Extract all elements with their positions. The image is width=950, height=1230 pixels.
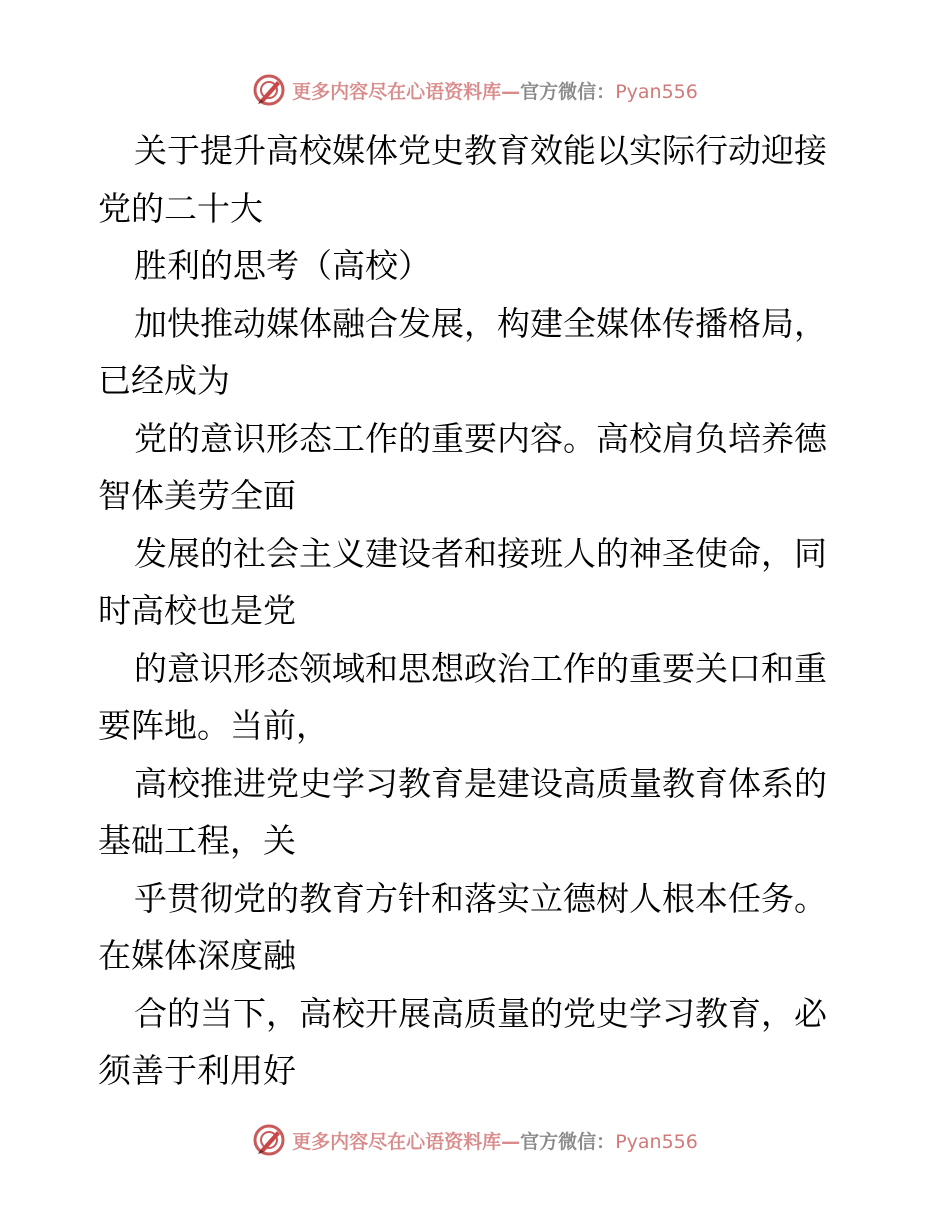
- wechat-label: 官方微信：: [520, 80, 616, 103]
- paragraph-line: 的意识形态领域和思想政治工作的重要关口和重: [134, 648, 827, 688]
- paragraph-line: 高校推进党史学习教育是建设高质量教育体系的: [134, 763, 827, 803]
- title-line: 党的二十大: [98, 188, 263, 228]
- site-name: 更多内容尽在心语资料库: [292, 1130, 502, 1153]
- subtitle-line: 胜利的思考（高校）: [134, 246, 431, 285]
- site-name: 更多内容尽在心语资料库: [292, 80, 502, 103]
- banner-text: [292, 77, 698, 104]
- paragraph-line: 基础工程，关: [98, 821, 296, 860]
- header-watermark-banner: [0, 70, 950, 110]
- wechat-label: 官方微信：: [520, 1130, 616, 1153]
- wechat-id: Pyan556: [615, 80, 698, 103]
- title-line: 关于提升高校媒体党史教育效能以实际行动迎接: [134, 131, 827, 170]
- banner-dash: —: [501, 1130, 521, 1153]
- paragraph-line: 智体美劳全面: [98, 476, 296, 515]
- paragraph-line: 时高校也是党: [98, 591, 296, 630]
- paragraph-line: 乎贯彻党的教育方针和落实立德树人根本任务。: [134, 878, 827, 918]
- banner-text: [292, 1127, 698, 1154]
- paragraph-line: 加快推动媒体融合发展，构建全媒体传播格局，: [134, 303, 827, 343]
- paragraph-line: 合的当下，高校开展高质量的党史学习教育，必: [134, 993, 827, 1033]
- paragraph-line: 须善于利用好: [98, 1051, 296, 1090]
- paragraph-line: 在媒体深度融: [98, 936, 296, 975]
- document-body: [98, 122, 858, 1100]
- paragraph-line: 党的意识形态工作的重要内容。高校肩负培养德: [134, 418, 827, 458]
- footer-watermark-banner: [0, 1120, 950, 1160]
- wechat-id: Pyan556: [615, 1130, 698, 1153]
- paragraph-line: 要阵地。当前，: [98, 706, 329, 745]
- paragraph-line: 发展的社会主义建设者和接班人的神圣使命，同: [134, 533, 827, 573]
- logo-pen-icon: [252, 73, 286, 107]
- logo-pen-icon: [252, 1123, 286, 1157]
- paragraph-line: 已经成为: [98, 361, 230, 400]
- banner-dash: —: [501, 80, 521, 103]
